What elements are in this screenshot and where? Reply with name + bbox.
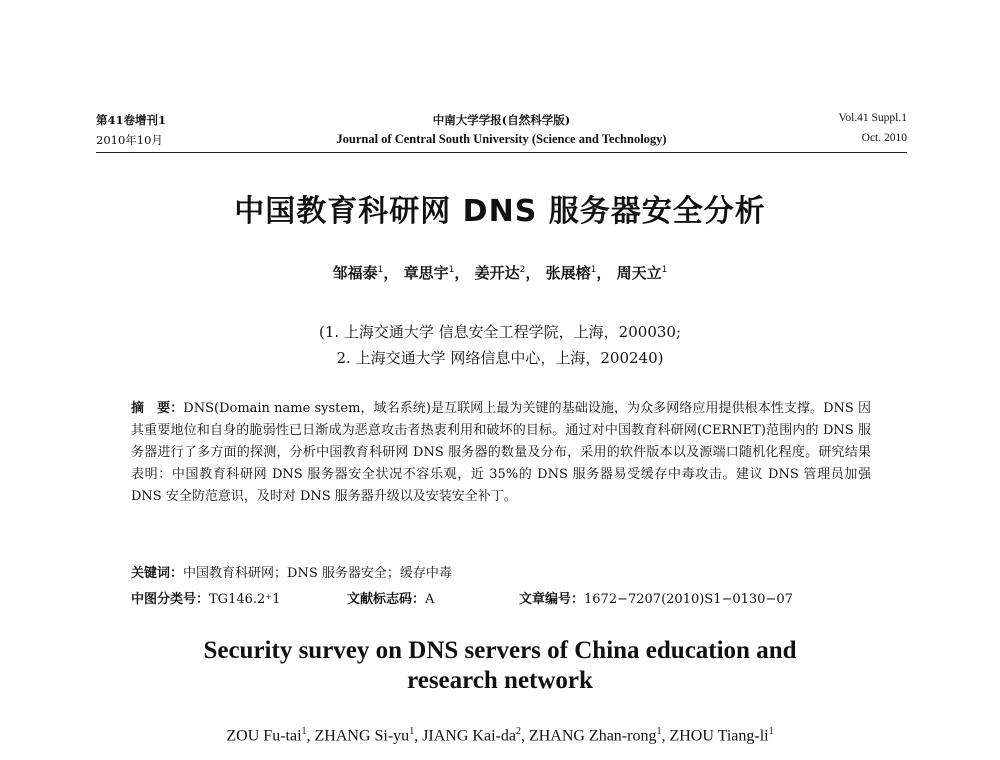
article-id-label: 文章编号： [519, 592, 585, 607]
volume-cn: 第41卷增刊1 [96, 113, 167, 127]
date-en: Oct. 2010 [861, 132, 907, 144]
affiliation-1: (1. 上海交通大学 信息安全工程学院，上海，200030; [318, 323, 682, 341]
author-name-en: ZOU Fu-tai [226, 727, 302, 745]
affiliation-2: 2. 上海交通大学 网络信息中心，上海，200240) [336, 349, 664, 367]
running-header [96, 112, 907, 152]
doc-code-value: A [425, 592, 435, 607]
author-affil-mark: 1 [448, 265, 455, 275]
author-name: 姜开达 [474, 264, 520, 282]
author-affil-mark: 1 [661, 265, 668, 275]
author-affil-mark: 2 [515, 726, 521, 737]
keywords-label: 关键词： [131, 566, 184, 581]
header-divider [96, 152, 907, 153]
author-name-en: ZHOU Tiang-li [669, 727, 769, 745]
author-name-en: ZHANG Si-yu [314, 727, 410, 745]
journal-name-cn: 中南大学学报(自然科学版) [432, 113, 571, 127]
clc-label: 中图分类号： [131, 592, 210, 607]
keywords-text: 中国教育科研网；DNS 服务器安全；缓存中毒 [183, 566, 452, 581]
author-name-en: ZHANG Zhan-rong [528, 727, 657, 745]
author-name: 邹福泰 [332, 264, 378, 282]
doc-code-label: 文献标志码： [347, 592, 426, 607]
author-name: 张展榕 [545, 264, 591, 282]
author-affil-mark: 1 [656, 726, 662, 737]
author-name-en: JIANG Kai-da [422, 727, 516, 745]
abstract-label: 摘 要： [131, 401, 184, 416]
date-cn: 2010年10月 [96, 133, 163, 147]
article-id-value: 1672−7207(2010)S1−0130−07 [584, 592, 793, 607]
paper-title-en: Security survey on DNS servers of China education and research network [203, 637, 797, 694]
author-name: 周天立 [616, 264, 662, 282]
author-list-cn: 邹福泰$^1$， 章思宇$^1$， 姜开达$^2$， 张展榕$^1$， 周天立$^1$ [332, 264, 668, 282]
author-list-en: ZOU Fu-tai$^1$, ZHANG $Si-yu^1$, JIANG Kai-$da^2$, ZHANG Zhan-rong$^1$, ZHOU Tiang-$li^1$ [226, 726, 774, 745]
journal-name-en: Journal of Central South University (Science and Technology) [336, 132, 667, 146]
author-name: 章思宇 [403, 264, 449, 282]
paper-title-cn: 中国教育科研网 DNS 服务器安全分析 [234, 194, 766, 229]
abstract-text: DNS(Domain name system，域名系统)是互联网上最为关键的基础设施，为众多网络应用提供根本性支撑。DNS 因其重要地位和自身的脆弱性已日渐成为恶意攻击者热衷利用和破坏的目标。通过对中国教育科研网(CERNET)范围内的 DNS 服务器进行了多方面的探测，分析中国教育科研网 DNS 服务器的数量及分布，采用的软件版本以及源端口随机化程度。研究结果表明：中国教育科研网 DNS 服务器安全状况不容乐观，近 35%的 DNS 服务器易受缓存中毒攻击。建议 DNS 管理员加强 DNS 安全防范意识，及时对 DNS 服务器升级以及安装安全补丁。 [131, 401, 871, 504]
keywords-line [131, 562, 452, 581]
author-affil-mark: 1 [409, 726, 415, 737]
author-affil-mark: 1 [301, 726, 307, 737]
abstract-block [131, 398, 871, 508]
clc-value: TG146.2⁺1 [209, 592, 281, 607]
author-affil-mark: 1 [377, 265, 384, 275]
author-affil-mark: 1 [768, 726, 774, 737]
volume-en: Vol.41 Suppl.1 [838, 112, 907, 124]
author-affil-mark: 1 [590, 265, 597, 275]
author-affil-mark: 2 [519, 265, 526, 275]
